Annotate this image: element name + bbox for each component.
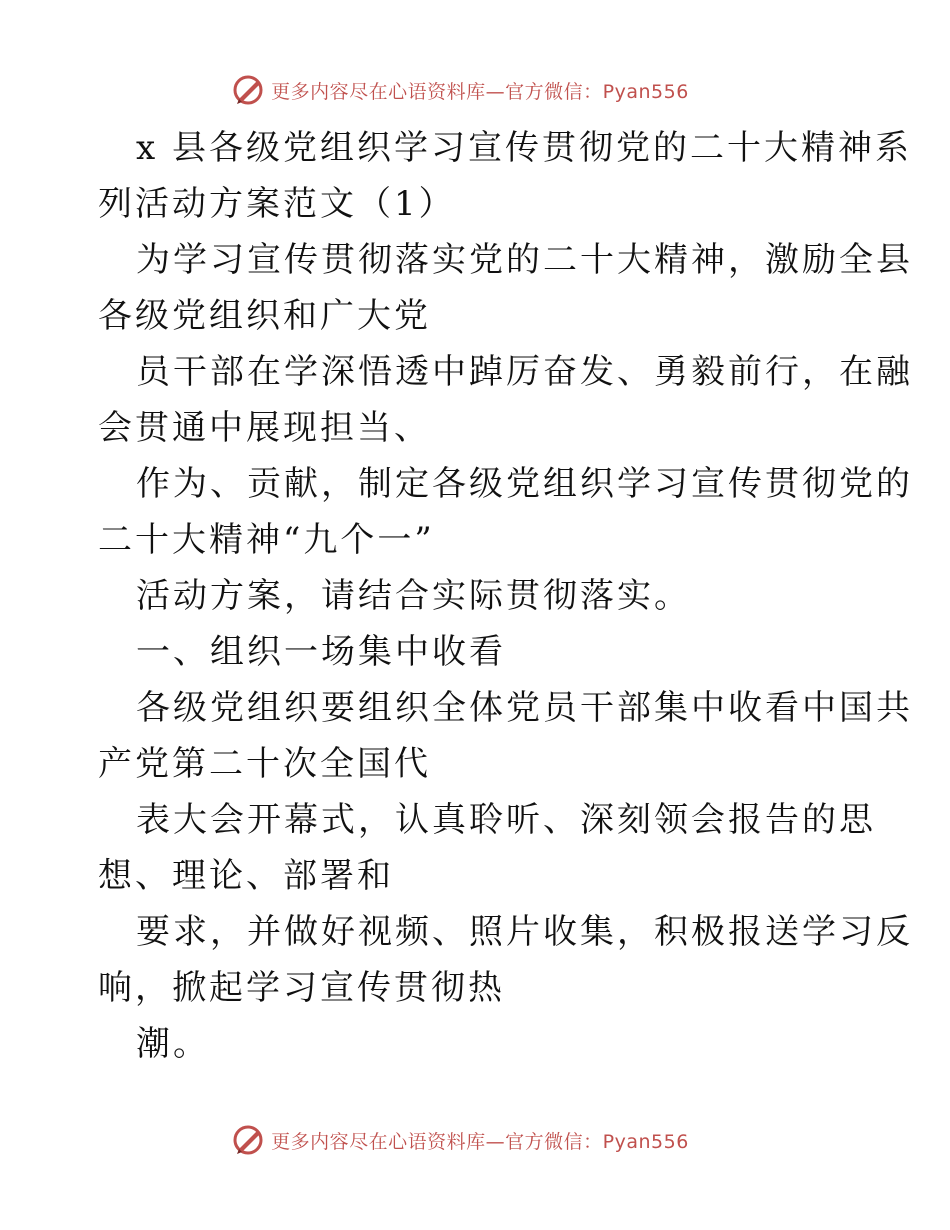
section-heading: 一、组织一场集中收看 xyxy=(136,632,506,672)
paragraph-line: 产党第二十次全国代 xyxy=(98,744,431,784)
paragraph-line: 作为、贡献，制定各级党组织学习宣传贯彻党的 xyxy=(136,464,913,504)
paragraph-line: 二十大精神“九个一” xyxy=(98,520,435,560)
watermark-text: 更多内容尽在心语资料库—官方微信：Pyan556 xyxy=(271,80,689,103)
doc-title-line-2: 列活动方案范文（1） xyxy=(98,184,456,224)
header-watermark-banner xyxy=(0,70,950,110)
paragraph-line: 员干部在学深悟透中踔厉奋发、勇毅前行，在融 xyxy=(136,352,913,392)
paragraph-line: 为学习宣传贯彻落实党的二十大精神，激励全县 xyxy=(136,240,913,280)
footer-watermark-banner xyxy=(0,1120,950,1160)
paragraph-line: 表大会开幕式，认真聆听、深刻领会报告的思 xyxy=(136,800,876,840)
paragraph-line: 会贯通中展现担当、 xyxy=(98,408,431,448)
paragraph-line: 各级党组织要组织全体党员干部集中收看中国共 xyxy=(136,688,913,728)
paragraph-line: 潮。 xyxy=(136,1024,210,1064)
paragraph-line: 活动方案，请结合实际贯彻落实。 xyxy=(136,576,691,616)
document-body xyxy=(98,120,913,1072)
doc-title-line-1: x 县各级党组织学习宣传贯彻党的二十大精神系 xyxy=(136,128,912,168)
pen-in-circle-icon xyxy=(231,73,265,107)
paragraph-line: 响，掀起学习宣传贯彻热 xyxy=(98,968,505,1008)
paragraph-line: 要求，并做好视频、照片收集，积极报送学习反 xyxy=(136,912,913,952)
pen-in-circle-icon xyxy=(231,1123,265,1157)
paragraph-line: 想、理论、部署和 xyxy=(98,856,394,896)
watermark-text: 更多内容尽在心语资料库—官方微信：Pyan556 xyxy=(271,1130,689,1153)
paragraph-line: 各级党组织和广大党 xyxy=(98,296,431,336)
